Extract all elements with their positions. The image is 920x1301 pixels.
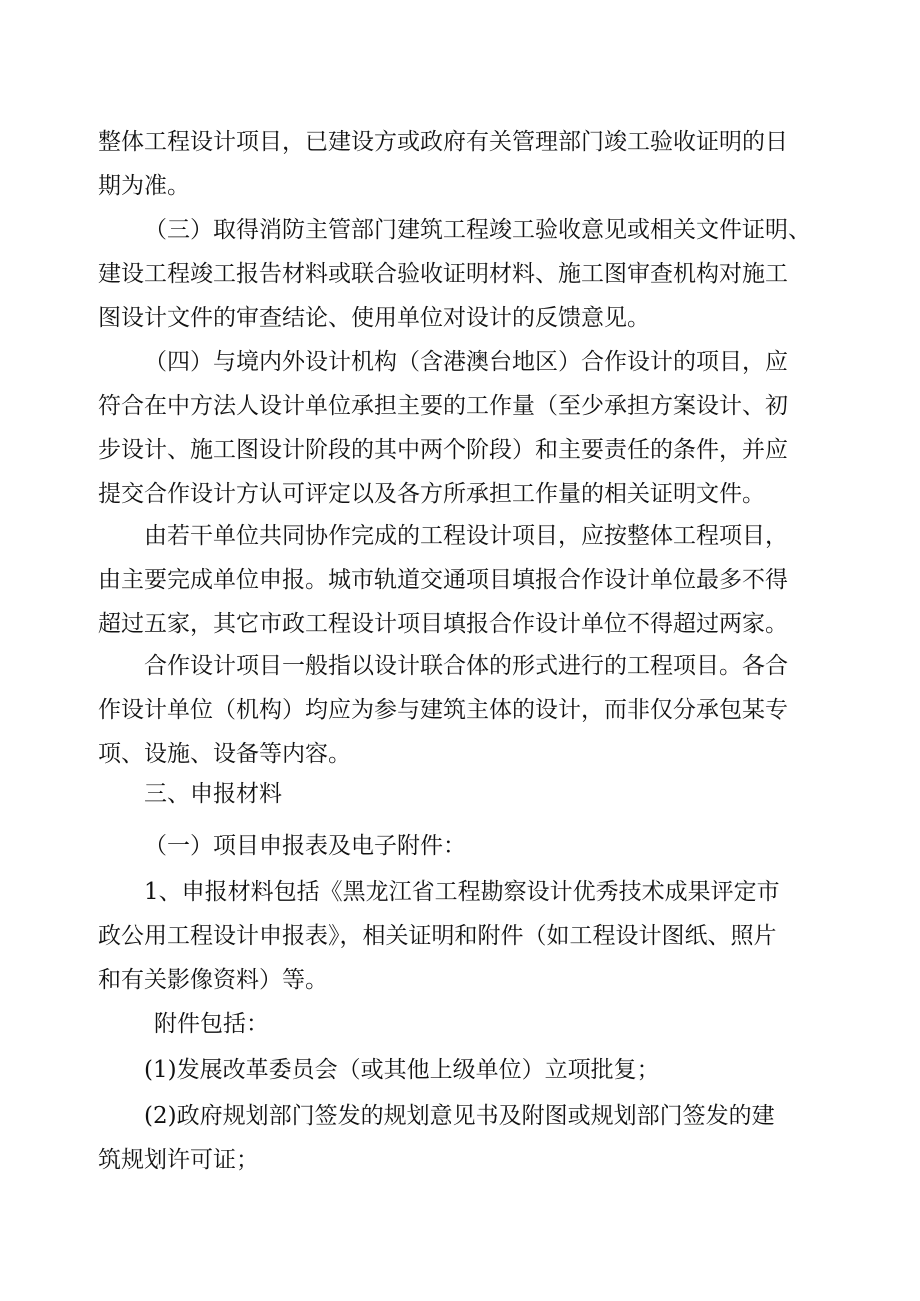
text-line: 由主要完成单位申报。城市轨道交通项目填报合作设计单位最多不得 xyxy=(98,567,788,593)
text-line: 筑规划许可证； xyxy=(98,1147,259,1173)
text-line: 图设计文件的审查结论、使用单位对设计的反馈意见。 xyxy=(98,305,650,331)
list-item xyxy=(98,1048,838,1092)
paragraph-joint-projects xyxy=(98,514,838,646)
section-heading xyxy=(98,772,838,816)
text-line: 合作设计项目一般指以设计联合体的形式进行的工程项目。各合 xyxy=(144,653,788,679)
text-line: 1、申报材料包括《黑龙江省工程勘察设计优秀技术成果评定市 xyxy=(144,879,780,905)
text-line: （四）与境内外设计机构（含港澳台地区）合作设计的项目，应 xyxy=(144,349,788,375)
paragraph-materials xyxy=(98,870,838,1002)
subsection-heading xyxy=(98,824,838,868)
text-line: 由若干单位共同协作完成的工程设计项目，应按整体工程项目， xyxy=(144,523,788,549)
text-line: 整体工程设计项目，已建设方或政府有关管理部门竣工验收证明的日 xyxy=(98,129,788,155)
text-line: 步设计、施工图设计阶段的其中两个阶段）和主要责任的条件，并应 xyxy=(98,437,788,463)
paragraph-item-3 xyxy=(98,208,838,340)
text-line: 建设工程竣工报告材料或联合验收证明材料、施工图审查机构对施工 xyxy=(98,261,788,287)
text-line: 符合在中方法人设计单位承担主要的工作量（至少承担方案设计、初 xyxy=(98,393,788,419)
text-line: 作设计单位（机构）均应为参与建筑主体的设计，而非仅分承包某专 xyxy=(98,697,788,723)
text-line: 超过五家，其它市政工程设计项目填报合作设计单位不得超过两家。 xyxy=(98,611,788,637)
text-line: 期为准。 xyxy=(98,173,190,199)
text-line: 政公用工程设计申报表》，相关证明和附件（如工程设计图纸、照片 xyxy=(98,923,777,949)
text-line: (1)发展改革委员会（或其他上级单位）立项批复； xyxy=(144,1057,660,1083)
text-line: 项、设施、设备等内容。 xyxy=(98,741,351,767)
attachments-label xyxy=(98,1002,838,1046)
list-item xyxy=(98,1094,838,1182)
paragraph-item-4 xyxy=(98,340,838,516)
paragraph-continued xyxy=(98,120,838,208)
heading-text: 三、申报材料 xyxy=(144,781,282,807)
text-line: 和有关影像资料）等。 xyxy=(98,967,328,993)
heading-text: （一）项目申报表及电子附件： xyxy=(144,833,466,859)
text-line: (2)政府规划部门签发的规划意见书及附图或规划部门签发的建 xyxy=(144,1103,775,1129)
text-line: 附件包括： xyxy=(154,1011,269,1037)
text-line: 提交合作设计方认可评定以及各方所承担工作量的相关证明文件。 xyxy=(98,481,765,507)
paragraph-cooperative-design xyxy=(98,644,838,776)
text-line: （三）取得消防主管部门建筑工程竣工验收意见或相关文件证明、 xyxy=(144,217,811,243)
